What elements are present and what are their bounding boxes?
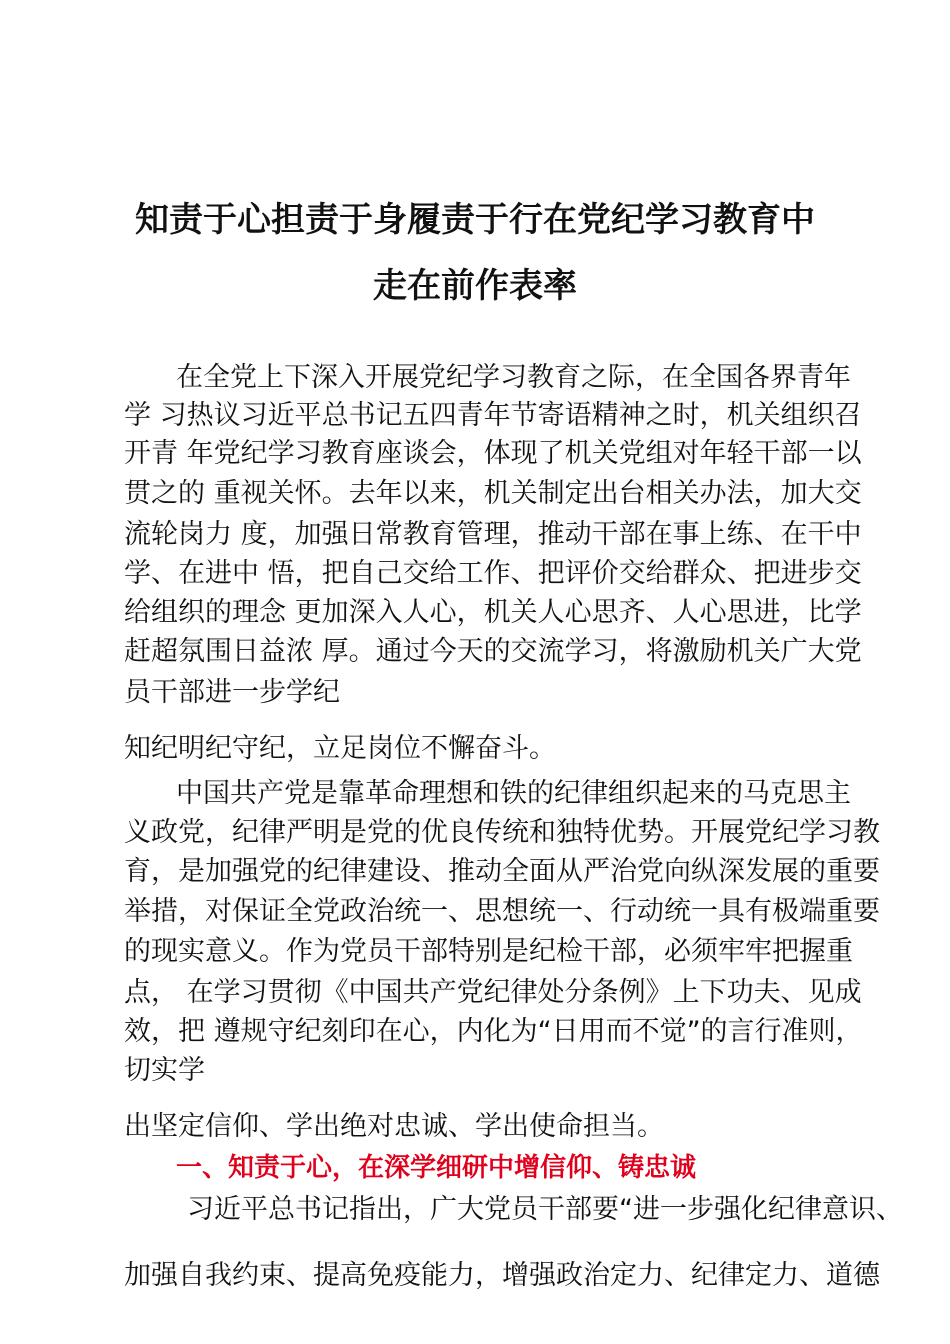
paragraph-line: 的现实意义。作为党员干部特别是纪检干部，必须牢牢把握重 (124, 936, 853, 967)
paragraph-line: 学、在进中 悟，把自己交给工作、把评价交给群众、把进步交 (124, 558, 862, 589)
document-title-line2: 走在前作表率 (373, 266, 577, 306)
paragraph-line: 开青 年党纪学习教育座谈会，体现了机关党组对年轻干部一以 (124, 438, 862, 469)
paragraph-line: 学 习热议习近平总书记五四青年节寄语精神之时，机关组织召 (124, 400, 862, 431)
paragraph-line: 习近平总书记指出，广大党员干部要“进一步强化纪律意识、 (187, 1194, 903, 1225)
paragraph-line: 举措，对保证全党政治统一、思想统一、行动统一具有极端重要 (124, 896, 880, 927)
paragraph-line: 加强自我约束、提高免疫能力，增强政治定力、纪律定力、道德 (124, 1260, 880, 1291)
paragraph-line: 中国共产党是靠革命理想和铁的纪律组织起来的马克思主 (176, 778, 851, 809)
paragraph-line: 赶超氛围日益浓 厚。通过今天的交流学习，将激励机关广大党 (124, 636, 862, 667)
paragraph-line: 流轮岗力 度，加强日常教育管理，推动干部在事上练、在干中 (124, 519, 862, 550)
paragraph-line: 给组织的理念 更加深入人心，机关人心思齐、人心思进，比学 (124, 597, 862, 628)
paragraph-line: 贯之的 重视关怀。去年以来，机关制定出台相关办法，加大交 (124, 478, 862, 509)
paragraph-line: 义政党，纪律严明是党的优良传统和独特优势。开展党纪学习教 (124, 817, 880, 848)
paragraph-line: 在全党上下深入开展党纪学习教育之际，在全国各界青年 (176, 362, 851, 393)
paragraph-line: 效，把 遵规守纪刻印在心，内化为“日用而不觉”的言行准则， (124, 1016, 863, 1047)
paragraph-line: 育，是加强党的纪律建设、推动全面从严治党向纵深发展的重要 (124, 856, 880, 887)
paragraph-line: 切实学 (124, 1055, 205, 1086)
paragraph-line: 点， 在学习贯彻《中国共产党纪律处分条例》上下功夫、见成 (124, 977, 862, 1008)
document-title-line1: 知责于心担责于身履责于行在党纪学习教育中 (135, 200, 815, 240)
section-heading: 一、知责于心，在深学细研中增信仰、铸忠诚 (176, 1153, 697, 1183)
paragraph-line: 知纪明纪守纪，立足岗位不懈奋斗。 (124, 733, 556, 764)
paragraph-line: 出坚定信仰、学出绝对忠诚、学出使命担当。 (124, 1111, 664, 1142)
paragraph-line: 员干部进一步学纪 (124, 677, 340, 708)
